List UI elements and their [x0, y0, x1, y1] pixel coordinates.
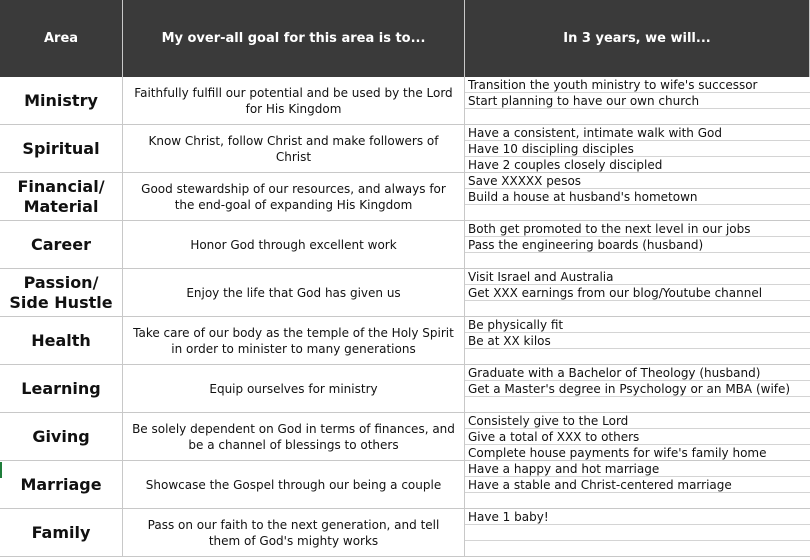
plan-cell[interactable]	[465, 205, 810, 220]
table-row	[0, 509, 810, 557]
plan-cell[interactable]	[465, 525, 810, 541]
plans-cell	[465, 125, 810, 172]
plan-cell[interactable]: Graduate with a Bachelor of Theology (husband)	[465, 365, 810, 381]
plan-cell[interactable]: Both get promoted to the next level in our jobs	[465, 221, 810, 237]
plan-cell[interactable]	[465, 541, 810, 556]
plans-cell	[465, 77, 810, 124]
plan-cell[interactable]: Start planning to have our own church	[465, 93, 810, 109]
area-cell[interactable]: Marriage	[0, 461, 123, 508]
area-cell[interactable]: Passion/ Side Hustle	[0, 269, 123, 316]
goal-cell[interactable]: Showcase the Gospel through our being a couple	[123, 461, 465, 508]
goal-cell[interactable]: Enjoy the life that God has given us	[123, 269, 465, 316]
plan-cell[interactable]	[465, 493, 810, 508]
area-cell[interactable]: Financial/ Material	[0, 173, 123, 220]
plan-cell[interactable]: Complete house payments for wife's family home	[468, 446, 767, 460]
table-row	[0, 413, 810, 461]
plans-cell	[465, 317, 810, 364]
row-selection-marker	[0, 462, 2, 478]
plans-cell	[465, 365, 810, 412]
plans-cell	[465, 221, 810, 268]
plans-cell	[465, 173, 810, 220]
plan-cell[interactable]: Pass the engineering boards (husband)	[465, 237, 810, 253]
plans-cell	[465, 509, 810, 556]
table-row	[0, 221, 810, 269]
plan-cell[interactable]: Have a happy and hot marriage	[465, 461, 810, 477]
area-cell[interactable]: Learning	[0, 365, 123, 412]
plan-cell[interactable]	[465, 301, 810, 316]
plan-cell[interactable]: Get a Master's degree in Psychology or an MBA (wife)	[465, 381, 810, 397]
area-cell[interactable]: Ministry	[0, 77, 123, 124]
plans-cell	[465, 269, 810, 316]
plan-cell[interactable]	[465, 109, 810, 124]
plan-cell[interactable]: Give a total of XXX to others	[465, 429, 810, 445]
plan-cell[interactable]: Be physically fit	[465, 317, 810, 333]
area-cell[interactable]: Giving	[0, 413, 123, 460]
header-goal[interactable]: My over-all goal for this area is to...	[123, 0, 465, 77]
goal-cell[interactable]: Take care of our body as the temple of the Holy Spirit in order to minister to many generations	[123, 317, 465, 364]
plan-cell[interactable]: Have 2 couples closely discipled	[468, 158, 663, 172]
goal-cell[interactable]: Faithfully fulfill our potential and be used by the Lord for His Kingdom	[123, 77, 465, 124]
table-row	[0, 365, 810, 413]
plan-cell[interactable]: Have a consistent, intimate walk with God	[465, 125, 810, 141]
plan-cell[interactable]: Save XXXXX pesos	[465, 173, 810, 189]
goal-cell[interactable]: Equip ourselves for ministry	[123, 365, 465, 412]
plan-cell[interactable]	[465, 349, 810, 364]
area-cell[interactable]: Career	[0, 221, 123, 268]
goal-cell[interactable]: Be solely dependent on God in terms of finances, and be a channel of blessings to others	[123, 413, 465, 460]
table-row	[0, 317, 810, 365]
plan-cell[interactable]: Have 1 baby!	[465, 509, 810, 525]
table-row	[0, 77, 810, 125]
table-row	[0, 125, 810, 173]
goal-cell[interactable]: Good stewardship of our resources, and always for the end-goal of expanding His Kingdom	[123, 173, 465, 220]
table-row	[0, 269, 810, 317]
plan-cell[interactable]: Visit Israel and Australia	[465, 269, 810, 285]
plan-cell[interactable]: Have 10 discipling disciples	[465, 141, 810, 157]
plan-cell[interactable]: Build a house at husband's hometown	[465, 189, 810, 205]
plan-cell[interactable]	[465, 253, 810, 268]
goal-cell[interactable]: Know Christ, follow Christ and make followers of Christ	[123, 125, 465, 172]
table-row	[0, 461, 810, 509]
plans-cell	[465, 413, 810, 460]
area-cell[interactable]: Spiritual	[0, 125, 123, 172]
header-area[interactable]: Area	[0, 0, 123, 77]
plans-cell	[465, 461, 810, 508]
area-cell[interactable]: Family	[0, 509, 123, 556]
plan-cell[interactable]: Get XXX earnings from our blog/Youtube channel	[465, 285, 810, 301]
table-row	[0, 173, 810, 221]
plan-cell[interactable]	[465, 397, 810, 412]
plan-cell[interactable]: Be at XX kilos	[465, 333, 810, 349]
plan-cell[interactable]: Transition the youth ministry to wife's successor	[465, 77, 810, 93]
goal-cell[interactable]: Pass on our faith to the next generation, and tell them of God's mighty works	[123, 509, 465, 556]
plan-cell[interactable]: Consistely give to the Lord	[465, 413, 810, 429]
goal-cell[interactable]: Honor God through excellent work	[123, 221, 465, 268]
plan-cell[interactable]: Have a stable and Christ-centered marriage	[465, 477, 810, 493]
header-three-years[interactable]: In 3 years, we will...	[465, 0, 810, 77]
area-cell[interactable]: Health	[0, 317, 123, 364]
